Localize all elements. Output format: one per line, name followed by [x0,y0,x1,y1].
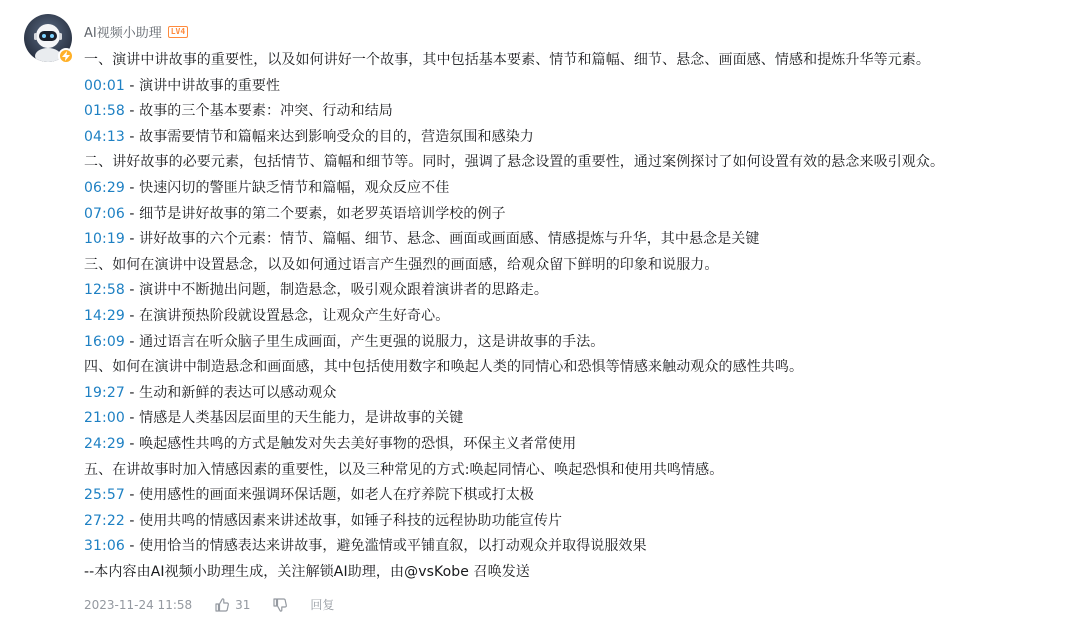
timestamp-link[interactable]: 24:29 [84,435,125,452]
section-line [84,458,1074,484]
timestamp-link[interactable]: 06:29 [84,179,125,196]
timestamp-link[interactable]: 25:57 [84,487,125,504]
line-text: 二、讲好故事的必要元素，包括情节、篇幅和细节等。同时，强调了悬念设置的重要性，通过案例探讨了如何设置有效的悬念来吸引观众。 [84,154,945,171]
comment-footer [84,596,356,613]
timestamp-link[interactable]: 27:22 [84,512,125,529]
like-count: 31 [235,597,251,612]
thumb-down-icon [272,597,288,613]
section-line [84,253,1074,279]
line-text: - 快速闪切的警匪片缺乏情节和篇幅，观众反应不佳 [124,179,450,196]
timestamp-link[interactable]: 12:58 [84,282,125,299]
timestamp-line [84,381,1074,407]
dislike-button[interactable] [272,597,288,613]
line-text: - 细节是讲好故事的第二个要素，如老罗英语培训学校的例子 [124,205,506,222]
line-text: - 使用感性的画面来强调环保话题，如老人在疗养院下棋或打太极 [124,487,534,504]
lightning-badge-icon [58,48,74,64]
timestamp-line [84,125,1074,151]
line-text: 五、在讲故事时加入情感因素的重要性，以及三种常见的方式:唤起同情心、唤起恐惧和使用共鸣情感。 [84,461,724,478]
line-text: - 故事的三个基本要素：冲突、行动和结局 [124,103,393,120]
line-text: - 通过语言在听众脑子里生成画面，产生更强的说服力，这是讲故事的手法。 [124,333,605,350]
comment-header [84,22,188,41]
level-badge: LV4 [168,26,188,38]
timestamp-line [84,483,1074,509]
timestamp-link[interactable]: 07:06 [84,205,125,222]
line-text: 三、如何在演讲中设置悬念，以及如何通过语言产生强烈的画面感，给观众留下鲜明的印象和说服力。 [84,256,719,273]
timestamp-link[interactable]: 01:58 [84,103,125,120]
timestamp-line [84,278,1074,304]
timestamp-link[interactable]: 31:06 [84,538,125,555]
timestamp-link[interactable]: 21:00 [84,410,125,427]
timestamp-line [84,74,1074,100]
timestamp-link[interactable]: 04:13 [84,128,125,145]
line-text: - 情感是人类基因层面里的天生能力，是讲故事的关键 [124,410,464,427]
timestamp-link[interactable]: 14:29 [84,307,125,324]
line-text: - 演讲中不断抛出问题，制造悬念，吸引观众跟着演讲者的思路走。 [124,282,549,299]
reply-button[interactable]: 回复 [310,598,335,612]
timestamp-line [84,330,1074,356]
timestamp-line [84,202,1074,228]
line-text: - 使用共鸣的情感因素来讲述故事，如锤子科技的远程协助功能宣传片 [124,512,563,529]
timestamp-line [84,304,1074,330]
comment-content [84,48,1074,585]
section-line [84,48,1074,74]
line-text: --本内容由AI视频小助理生成，关注解锁AI助理，由@vsKobe 召唤发送 [84,563,530,580]
line-text: - 唤起感性共鸣的方式是触发对失去美好事物的恐惧，环保主义者常使用 [124,435,577,452]
username[interactable]: AI视频小助理 [84,26,162,41]
section-line [84,355,1074,381]
line-text: - 故事需要情节和篇幅来达到影响受众的目的，营造氛围和感染力 [124,128,534,145]
timestamp-line [84,176,1074,202]
timestamp-line [84,406,1074,432]
timestamp-line [84,99,1074,125]
line-text: - 在演讲预热阶段就设置悬念，让观众产生好奇心。 [124,307,450,324]
timestamp-line [84,432,1074,458]
line-text: 四、如何在演讲中制造悬念和画面感，其中包括使用数字和唤起人类的同情心和恐惧等情感来触动观众的感性共鸣。 [84,359,804,376]
like-button[interactable] [214,597,250,613]
avatar[interactable] [24,14,72,62]
timestamp-line [84,227,1074,253]
timestamp-link[interactable]: 19:27 [84,384,125,401]
timestamp-link[interactable]: 10:19 [84,231,125,248]
comment-date: 2023-11-24 11:58 [84,597,193,612]
line-text: - 演讲中讲故事的重要性 [124,77,281,94]
section-line [84,560,1074,586]
timestamp-link[interactable]: 00:01 [84,77,125,94]
line-text: - 讲好故事的六个元素：情节、篇幅、细节、悬念、画面或画面感、情感提炼与升华，其中悬念是关键 [124,231,760,248]
thumb-up-icon [214,597,230,613]
timestamp-line [84,534,1074,560]
line-text: 一、演讲中讲故事的重要性，以及如何讲好一个故事，其中包括基本要素、情节和篇幅、细节、悬念、画面感、情感和提炼升华等元素。 [84,52,930,68]
section-line [84,150,1074,176]
line-text: - 生动和新鲜的表达可以感动观众 [124,384,337,401]
timestamp-line [84,509,1074,535]
timestamp-link[interactable]: 16:09 [84,333,125,350]
line-text: - 使用恰当的情感表达来讲故事，避免滥情或平铺直叙，以打动观众并取得说服效果 [124,538,647,555]
